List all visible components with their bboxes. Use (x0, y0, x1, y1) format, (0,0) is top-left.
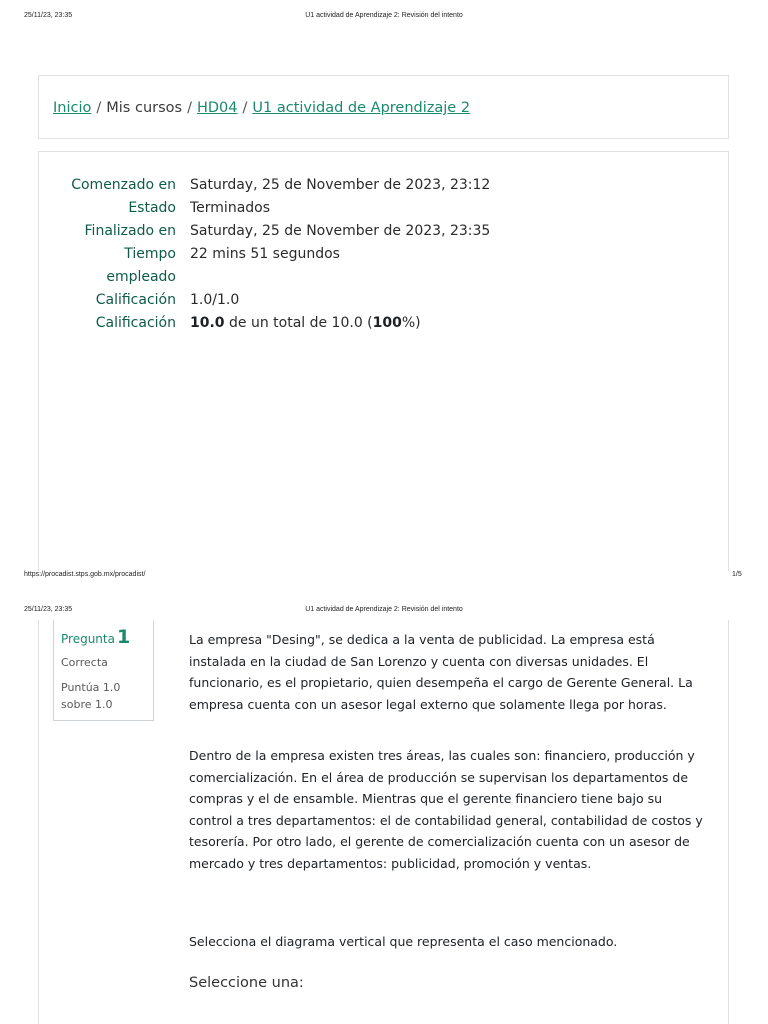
time-label-line1: Tiempo (124, 246, 176, 262)
finished-label: Finalizado en (84, 223, 176, 239)
question-grade-line2: sobre 1.0 (61, 698, 113, 711)
question-number (61, 626, 146, 648)
state-label: Estado (128, 200, 176, 216)
breadcrumb-course-link[interactable]: HD04 (196, 100, 238, 116)
grade-label: Calificación (95, 315, 176, 331)
time-label (60, 243, 190, 289)
question-grade (61, 679, 146, 713)
question-border-right (728, 620, 729, 1024)
grade-value (190, 312, 490, 335)
print-title: U1 actividad de Aprendizaje 2: Revisión del intento (305, 606, 463, 613)
state-value: Terminados (190, 200, 271, 216)
print-title: U1 actividad de Aprendizaje 2: Revisión del intento (305, 12, 463, 19)
summary-row-state (60, 197, 490, 220)
grade-total: de un total de 10.0 ( (224, 315, 373, 331)
question-info (53, 620, 154, 721)
print-url: https://procadist.stps.gob.mx/procadist/ (24, 571, 146, 578)
started-value: Saturday, 25 de November de 2023, 23:12 (190, 177, 491, 193)
grade-score: 10.0 (190, 315, 225, 331)
question-border-left (38, 620, 39, 1024)
time-label-line2: empleado (106, 269, 176, 285)
question-instruction: Selecciona el diagrama vertical que representa el caso mencionado. (189, 934, 618, 949)
print-date: 25/11/23, 23:35 (24, 12, 73, 19)
summary-row-marks (60, 289, 490, 312)
time-value: 22 mins 51 segundos (190, 246, 340, 262)
breadcrumb-separator: / (187, 100, 192, 116)
breadcrumb-separator: / (96, 100, 102, 116)
marks-label: Calificación (95, 292, 176, 308)
question-paragraph-1: La empresa "Desing", se dedica a la venta de publicidad. La empresa está instalada en la ciudad de San Lorenzo y cuenta con diversas unidades. El funcionario, es el propietario, quien desempeña el cargo de Gerente General. La empresa cuenta con un asesor legal externo que solamente llega por horas. (189, 632, 693, 712)
grade-percent: 100 (372, 315, 402, 331)
question-label: Pregunta (61, 632, 115, 646)
breadcrumb-home-link[interactable]: Inicio (53, 100, 92, 116)
breadcrumb-separator: / (242, 100, 248, 116)
question-number-value: 1 (116, 626, 131, 648)
breadcrumb-activity-link[interactable]: U1 actividad de Aprendizaje 2 (252, 100, 471, 116)
question-paragraph-2: Dentro de la empresa existen tres áreas, las cuales son: financiero, producción y comercialización. En el área de producción se supervisan los departamentos de compras y el de ensamble. Mientras que el gerente financiero tiene bajo su control a tres departamentos: el de contabilidad general, contabilidad de costos y tesorería. Por otro lado, el gerente de comercialización cuenta con un asesor de mercado y tres departamentos: publicidad, promoción y ventas. (189, 748, 703, 871)
answer-prompt: Seleccione una: (189, 975, 304, 991)
print-page-number: 1/5 (732, 571, 742, 578)
summary-row-finished (60, 220, 490, 243)
finished-value: Saturday, 25 de November de 2023, 23:35 (190, 223, 491, 239)
summary-row-started (60, 174, 490, 197)
marks-value: 1.0/1.0 (190, 292, 240, 308)
breadcrumb (53, 100, 470, 116)
started-label: Comenzado en (71, 177, 176, 193)
print-date: 25/11/23, 23:35 (24, 606, 73, 613)
summary-row-grade (60, 312, 490, 335)
breadcrumb-my-courses: Mis cursos (106, 100, 183, 116)
summary-row-time (60, 243, 490, 289)
attempt-summary-table (60, 174, 490, 335)
grade-percent-end: %) (401, 315, 421, 331)
question-grade-line1: Puntúa 1.0 (61, 681, 121, 694)
question-state: Correcta (61, 656, 108, 669)
